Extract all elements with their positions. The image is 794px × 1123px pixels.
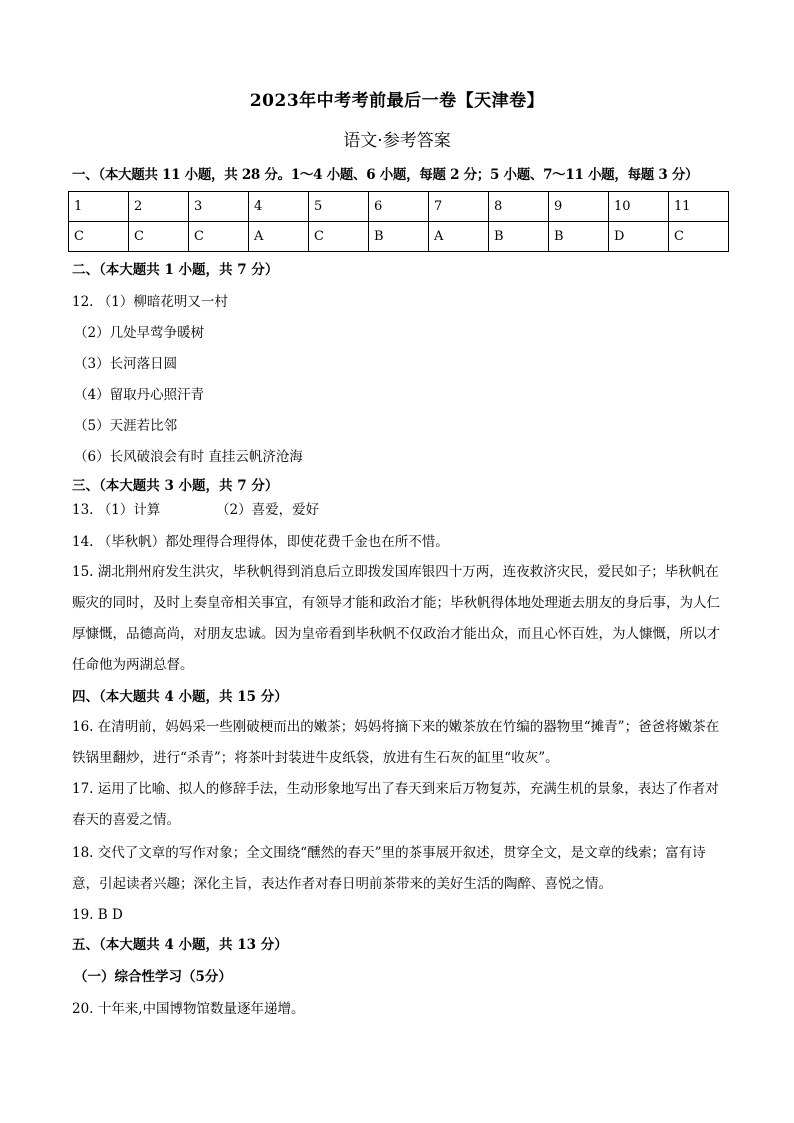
q19-answer: 19. B D	[72, 907, 123, 923]
q15-answer: 15. 湖北荆州府发生洪灾，毕秋帆得到消息后立即拨发国库银四十万两，连夜救济灾民，爱民如子；毕秋帆在赈灾的同时，及时上奏皇帝相关事宜，有领导才能和政治才能；毕秋帆得体地处理逝去朋友的身后事，为人仁厚慷慨，品德高尚，对朋友忠诚。因为皇帝看到毕秋帆不仅政治才能出众，而且心怀百姓，为人慷慨，所以才任命他为两湖总督。	[72, 564, 720, 673]
section-3-heading: 三、（本大题共 3 小题，共 7 分）	[72, 478, 279, 494]
table-cell-number: 4	[249, 192, 309, 222]
table-cell-answer: D	[609, 222, 669, 252]
q12-item-2: （2）几处早莺争暖树	[74, 325, 205, 341]
table-cell-number: 9	[549, 192, 609, 222]
q14-answer: 14. （毕秋帆）都处理得合理得体，即使花费千金也在所不惜。	[72, 534, 449, 550]
q12-item-5: （5）天涯若比邻	[74, 418, 178, 434]
table-cell-number: 6	[369, 192, 429, 222]
table-cell-number: 8	[489, 192, 549, 222]
q13-part-1: 13. （1）计算	[72, 502, 161, 518]
table-cell-answer: C	[189, 222, 249, 252]
table-cell-number: 1	[69, 192, 129, 222]
section-1-heading: 一、（本大题共 11 小题，共 28 分。1～4 小题、6 小题，每题 2 分；5 小题、7～11 小题，每题 3 分）	[72, 167, 699, 183]
table-cell-answer: B	[549, 222, 609, 252]
table-cell-answer: B	[489, 222, 549, 252]
table-cell-number: 3	[189, 192, 249, 222]
table-row-numbers	[69, 192, 729, 222]
q12-item-6: （6）长风破浪会有时 直挂云帆济沧海	[74, 449, 303, 465]
section-2-heading: 二、（本大题共 1 小题，共 7 分）	[72, 262, 279, 278]
q12-item-3: （3）长河落日圆	[74, 356, 178, 372]
q13-part-2: （2）喜爱，爱好	[216, 502, 320, 518]
table-cell-answer: A	[249, 222, 309, 252]
section-4-heading: 四、（本大题共 4 小题，共 15 分）	[72, 689, 288, 705]
page-subtitle: 语文·参考答案	[343, 131, 451, 151]
table-row-answers	[69, 222, 729, 252]
q16-answer: 16. 在清明前，妈妈采一些刚破梗而出的嫩茶；妈妈将摘下来的嫩茶放在竹编的器物里“摊青”；爸爸将嫩茶在铁锅里翻炒，进行“杀青”；将茶叶封装进牛皮纸袋，放进有生石灰的缸里“收灰”。	[72, 719, 720, 766]
table-cell-answer: C	[69, 222, 129, 252]
section-5-subheading: （一）综合性学习（5分）	[74, 969, 232, 985]
table-cell-number: 11	[669, 192, 729, 222]
section-5-heading: 五、（本大题共 4 小题，共 13 分）	[72, 937, 288, 953]
table-cell-number: 2	[129, 192, 189, 222]
page-title: 2023年中考考前最后一卷【天津卷】	[249, 91, 545, 111]
table-cell-number: 5	[309, 192, 369, 222]
q18-answer: 18. 交代了文章的写作对象；全文围绕“醺然的春天”里的茶事展开叙述，贯穿全文，是文章的线索；富有诗意，引起读者兴趣；深化主旨，表达作者对春日明前茶带来的美好生活的陶醉、喜悦之情。	[72, 845, 706, 892]
table-cell-answer: C	[309, 222, 369, 252]
q12-item-1: 12. （1）柳暗花明又一村	[72, 294, 228, 310]
q12-item-4: （4）留取丹心照汗青	[74, 387, 205, 403]
table-cell-answer: A	[429, 222, 489, 252]
q20-answer: 20. 十年来,中国博物馆数量逐年递增。	[72, 1001, 305, 1017]
answer-table	[68, 191, 729, 252]
table-cell-answer: C	[669, 222, 729, 252]
table-cell-number: 7	[429, 192, 489, 222]
table-cell-answer: B	[369, 222, 429, 252]
table-cell-number: 10	[609, 192, 669, 222]
q17-answer: 17. 运用了比喻、拟人的修辞手法，生动形象地写出了春天到来后万物复苏，充满生机的景象，表达了作者对春天的喜爱之情。	[72, 781, 719, 828]
table-cell-answer: C	[129, 222, 189, 252]
